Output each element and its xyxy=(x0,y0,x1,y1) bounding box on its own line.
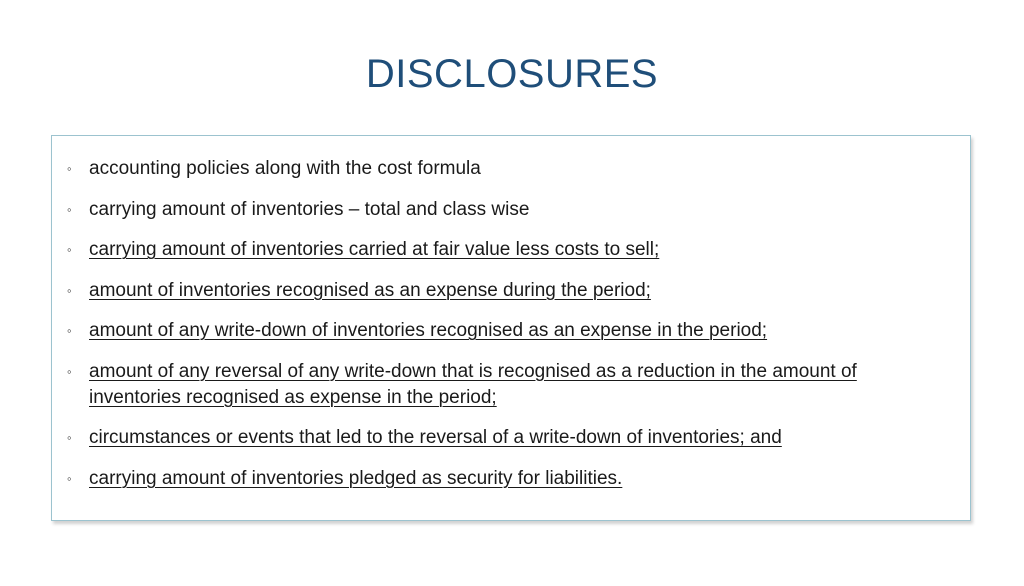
bullet-icon: ◦ xyxy=(67,201,72,217)
bullet-text: amount of any reversal of any write-down that is recognised as a reduction in the amount of inventories recognised as expense in the period; xyxy=(89,360,857,408)
list-item xyxy=(52,425,970,451)
bullet-icon: ◦ xyxy=(67,430,72,445)
bullet-text: amount of any write-down of inventories recognised as an expense in the period; xyxy=(89,320,768,341)
bullet-text: carrying amount of inventories – total and class wise xyxy=(89,198,530,220)
bullet-list xyxy=(52,136,970,492)
bullet-icon: ◦ xyxy=(67,323,72,338)
list-item xyxy=(52,156,970,182)
list-item xyxy=(52,197,970,223)
bullet-icon: ◦ xyxy=(67,161,72,176)
slide-title: DISCLOSURES xyxy=(365,52,659,96)
bullet-text: circumstances or events that led to the reversal of a write-down of inventories; and xyxy=(89,427,782,448)
list-item xyxy=(52,318,970,344)
bullet-icon: ◦ xyxy=(67,242,72,257)
bullet-text: amount of inventories recognised as an expense during the period; xyxy=(89,279,651,301)
content-box xyxy=(51,135,971,521)
bullet-text: carrying amount of inventories pledged as security for liabilities. xyxy=(89,467,623,489)
list-item xyxy=(52,278,970,304)
list-item xyxy=(52,466,970,492)
list-item xyxy=(52,359,970,411)
bullet-text: carrying amount of inventories carried at fair value less costs to sell; xyxy=(89,239,660,260)
bullet-icon: ◦ xyxy=(67,470,72,486)
bullet-icon: ◦ xyxy=(67,282,72,298)
list-item xyxy=(52,237,970,263)
bullet-icon: ◦ xyxy=(67,363,72,379)
bullet-text: accounting policies along with the cost formula xyxy=(89,158,481,179)
